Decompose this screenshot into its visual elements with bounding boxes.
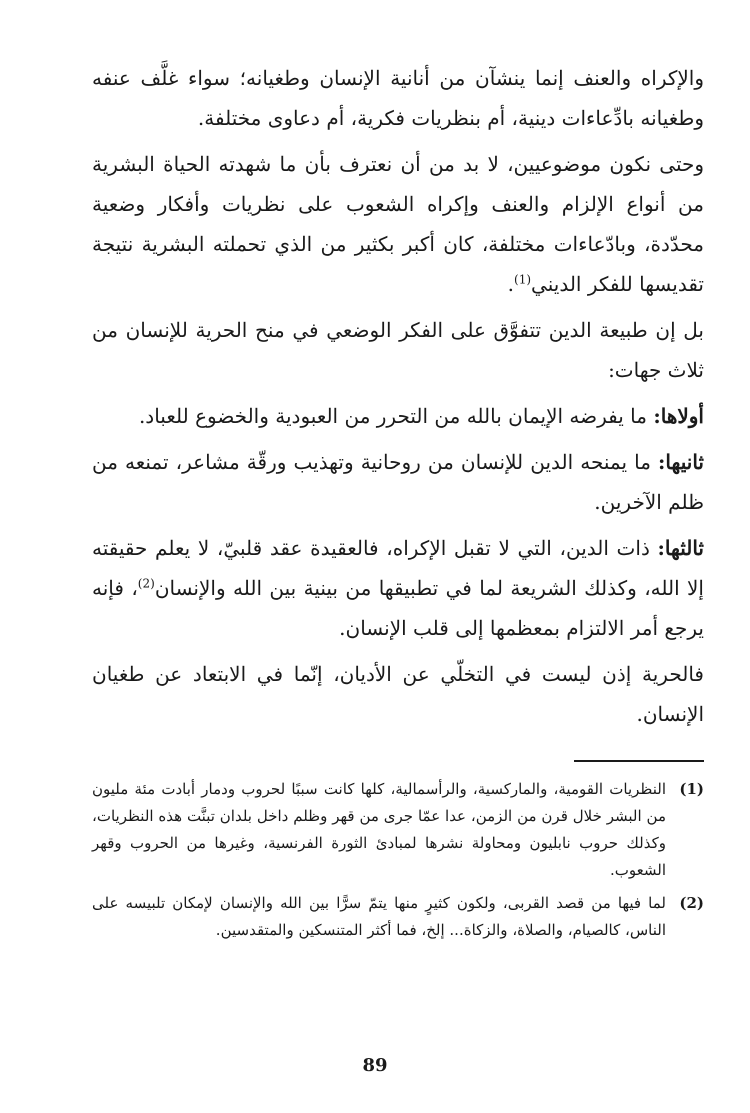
page-number: 89 (362, 1055, 388, 1076)
footnote-ref-1[interactable]: (1) (514, 272, 532, 287)
paragraph-1: والإكراه والعنف إنما ينشآن من أنانية الإنسان وطغيانه؛ سواء غلَّف عنفه وطغيانه بادِّعاءات دينية، أم بنظريات فكرية، أم دعاوى مختلفة. (92, 66, 704, 130)
footnote-text: لما فيها من قصد القربى، ولكون كثيرٍ منها يتمّ سرًّا بين الله والإنسان لإمكان تلبيسه على الناس، كالصيام، والصلاة، والزكاة... إلخ، فما أكثر المتنسكين والمتقدسين. (92, 894, 666, 939)
footnote-number: (1) (679, 780, 704, 798)
footnote-1 (92, 776, 704, 884)
paragraph-third-aspect: ثالثها: ذات الدين، التي لا تقبل الإكراه، فالعقيدة عقد قلبيّ، لا يعلم حقيقته إلا الله، وكذلك الشريعة لما في تطبيقها من بينية بين الله والإنسان$^{(2)}$، فإنه يرجع أمر الالتزام بمعظمها إلى قلب الإنسان. (92, 536, 704, 640)
lead-third: ثالثها: (657, 536, 704, 560)
footnote-2 (92, 890, 704, 944)
footnote-number: (2) (679, 894, 704, 912)
page-body (92, 58, 704, 950)
paragraph-first-aspect: أولاها: ما يفرضه الإيمان بالله من التحرر من العبودية والخضوع للعباد. (138, 404, 704, 428)
lead-second: ثانيها: (658, 450, 704, 474)
lead-first: أولاها: (653, 404, 704, 428)
paragraph-second-aspect: ثانيها: ما يمنحه الدين للإنسان من روحانية وتهذيب ورقّة مشاعر، تمنعه من ظلم الآخرين. (92, 450, 704, 514)
footnote-text: النظريات القومية، والماركسية، والرأسمالية، كلها كانت سببًا لحروب ودمار أبادت مئة مليون من البشر خلال قرن من الزمن، عدا عمّا جرى من قهر وظلم داخل بلدان تبنَّت هذه النظريات، وكذلك حروب نابليون ومحاولة نشرها لمبادئ الثورة الفرنسية، وغيرها من الحروب وقهر الشعوب. (92, 780, 666, 879)
footnote-divider (574, 760, 704, 762)
paragraph-2: وحتى نكون موضوعيين، لا بد من أن نعترف بأن ما شهدته الحياة البشرية من أنواع الإلزام والعنف وإكراه الشعوب على نظريات وأفكار وضعية محدّدة، وبادّعاءات مختلفة، كان أكبر بكثير من الذي تحملته البشرية نتيجة تقديسها للفكر الديني$^{(1)}$. (92, 152, 704, 296)
footnote-ref-2[interactable]: (2) (137, 576, 155, 591)
paragraph-conclusion: فالحرية إذن ليست في التخلّي عن الأديان، إنّما في الابتعاد عن طغيان الإنسان. (92, 662, 704, 726)
paragraph-3: بل إن طبيعة الدين تتفوَّق على الفكر الوضعي في منح الحرية للإنسان من ثلاث جهات: (92, 318, 704, 382)
